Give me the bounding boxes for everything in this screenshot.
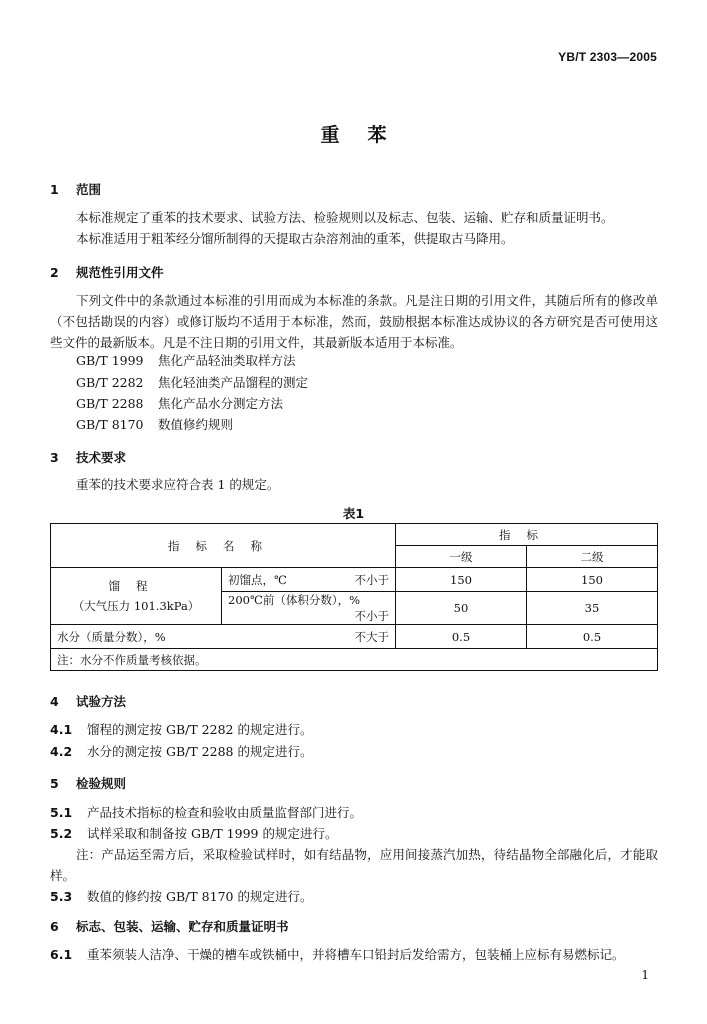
table-note: 注：水分不作质量考核依据。: [51, 649, 658, 671]
section-number: 4: [50, 694, 59, 709]
clause-text: 水分的测定按 GB/T 2288 的规定进行。: [87, 744, 313, 759]
document-title: 重苯: [320, 124, 415, 146]
reference-title: 数值修约规则: [158, 417, 234, 432]
table-caption: 表1: [342, 506, 365, 521]
table-row: [51, 568, 658, 592]
clause-number: 5.3: [50, 889, 73, 904]
clause-text: 试样采取和制备按 GB/T 1999 的规定进行。: [87, 826, 338, 841]
distillation-cell: [51, 568, 222, 625]
reference-item: [76, 394, 283, 412]
limit-text: 不小于: [354, 572, 389, 587]
clause-number: 4.1: [50, 722, 73, 737]
section-title: 技术要求: [76, 450, 127, 465]
section-3-heading: [50, 448, 126, 466]
reference-title: 焦化轻油类产品馏程的测定: [158, 375, 309, 390]
reference-item: [76, 415, 233, 433]
reference-title: 焦化产品轻油类取样方法: [158, 353, 296, 368]
reference-code: GB/T 8170: [76, 417, 144, 432]
clause-4-2: [50, 742, 312, 760]
standard-code: YB/T 2303—2005: [558, 50, 657, 64]
header-grade-1: 一级: [396, 546, 527, 568]
distillation-sublabel: （大气压力 101.3kPa）: [72, 599, 200, 613]
section-title: 规范性引用文件: [76, 265, 164, 280]
reference-title: 焦化产品水分测定方法: [158, 396, 284, 411]
section-number: 3: [50, 450, 59, 465]
section-1-heading: [50, 180, 101, 198]
clause-5-2: [50, 824, 337, 842]
clause-number: 5.1: [50, 805, 73, 820]
section-4-heading: [50, 692, 126, 710]
scope-paragraph-1: 本标准规定了重苯的技术要求、试验方法、检验规则以及标志、包装、运输、贮存和质量证明书。: [76, 210, 614, 225]
section-title: 标志、包装、运输、贮存和质量证明书: [76, 919, 289, 934]
clause-number: 4.2: [50, 744, 73, 759]
grade-1-value: 50: [396, 592, 527, 625]
clause-number: 5.2: [50, 826, 73, 841]
grade-2-value: 35: [527, 592, 658, 625]
limit-text: 不大于: [354, 629, 389, 644]
grade-1-value: 0.5: [396, 625, 527, 649]
section-2-heading: [50, 263, 164, 281]
specification-table: [50, 523, 658, 671]
page-number: 1: [641, 968, 649, 982]
clause-5-1: [50, 803, 362, 821]
clause-5-3: [50, 887, 312, 905]
clause-text: 产品技术指标的检查和验收由质量监督部门进行。: [87, 805, 363, 820]
section-title: 范围: [76, 182, 102, 197]
section-title: 检验规则: [76, 776, 127, 791]
clause-number: 6.1: [50, 947, 73, 962]
table-header-row: [51, 524, 658, 546]
section-title: 试验方法: [76, 694, 127, 709]
reference-code: GB/T 1999: [76, 353, 144, 368]
reference-item: [76, 373, 308, 391]
sampling-note: 注：产品运至需方后，采取检验试样时，如有结晶物，应用间接蒸汽加热，待结晶物全部融化后，才能取样。: [50, 847, 658, 883]
clause-4-1: [50, 720, 312, 738]
clause-text: 数值的修约按 GB/T 8170 的规定进行。: [87, 889, 313, 904]
section-5-heading: [50, 774, 126, 792]
grade-2-value: 0.5: [527, 625, 658, 649]
references-paragraph: 下列文件中的条款通过本标准的引用而成为本标准的条款。凡是注日期的引用文件，其随后所有的修改单（不包括勘误的内容）或修订版均不适用于本标准，然而，鼓励根据本标准达成协议的各方研究是否可使用这些文件的最新版本。凡是不注日期的引用文件，其最新版本适用于本标准。: [50, 293, 658, 350]
section-number: 1: [50, 182, 59, 197]
section-number: 6: [50, 919, 59, 934]
item-cell: 初馏点，℃ 不小于: [222, 568, 396, 592]
clause-text: 重苯须装人洁净、干燥的槽车或铁桶中，并将槽车口铅封后发给需方，包装桶上应标有易燃标记。: [87, 947, 625, 962]
clause-text: 馏程的测定按 GB/T 2282 的规定进行。: [87, 722, 313, 737]
item-cell: 水分（质量分数），% 不大于: [51, 625, 396, 649]
item-cell: 200℃前（体积分数），% 不小于: [222, 592, 396, 625]
scope-paragraph-2: 本标准适用于粗苯经分馏所制得的天提取古杂溶剂油的重苯，供提取古马降用。: [76, 231, 514, 246]
header-indicator-name: 指标名称: [51, 524, 396, 568]
table-row: [51, 625, 658, 649]
clause-6-1: [50, 945, 625, 963]
reference-code: GB/T 2282: [76, 375, 144, 390]
reference-code: GB/T 2288: [76, 396, 144, 411]
distillation-label: 馏程: [108, 579, 164, 593]
table-note-row: [51, 649, 658, 671]
limit-text: 不小于: [354, 609, 389, 623]
header-grade-2: 二级: [527, 546, 658, 568]
header-indicator: 指标: [396, 524, 658, 546]
grade-1-value: 150: [396, 568, 527, 592]
grade-2-value: 150: [527, 568, 658, 592]
requirements-paragraph: 重苯的技术要求应符合表 1 的规定。: [76, 477, 280, 492]
section-6-heading: [50, 917, 289, 935]
reference-item: [76, 351, 296, 369]
section-number: 5: [50, 776, 59, 791]
section-number: 2: [50, 265, 59, 280]
